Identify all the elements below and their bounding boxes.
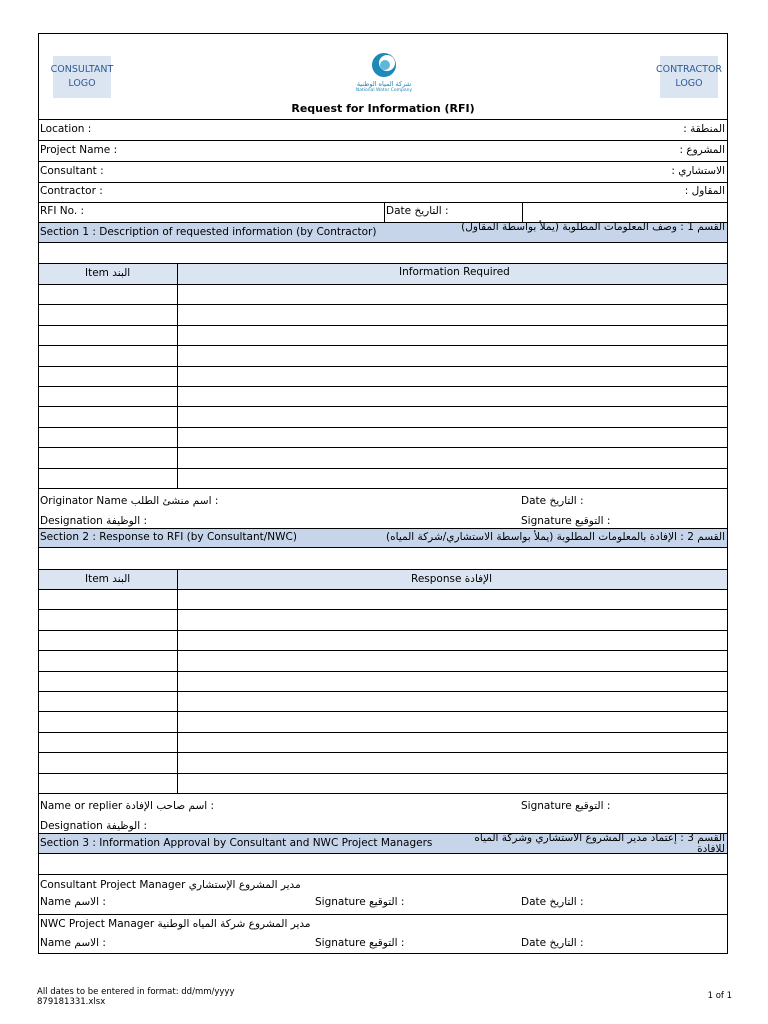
- originator-designation-row[interactable]: [39, 509, 727, 528]
- table-row[interactable]: [39, 406, 727, 426]
- project-row[interactable]: [39, 140, 727, 161]
- company-name-ar: شركة المياه الوطنية: [356, 80, 412, 88]
- section2-header: [39, 528, 727, 548]
- column-divider: [177, 569, 178, 794]
- name-label: Name الاسم :: [40, 937, 106, 949]
- contractor-label: Contractor :: [40, 185, 103, 197]
- rfi-number-label: RFI No. :: [40, 205, 85, 217]
- project-label: Project Name :: [40, 144, 118, 156]
- company-brand: [351, 52, 417, 98]
- consultant-label-ar: الاستشاري :: [671, 165, 725, 177]
- table-row[interactable]: [39, 691, 727, 711]
- signature-label: Signature التوقيع :: [315, 896, 405, 908]
- table-row[interactable]: [39, 630, 727, 650]
- signature-label: Signature التوقيع :: [521, 515, 611, 527]
- company-name-en: National Water Company: [355, 88, 413, 93]
- section2-table-header: [39, 569, 727, 589]
- replier-label: Name or replier اسم صاحب الإفادة :: [40, 800, 215, 812]
- contractor-logo: CONTRACTOR LOGO: [660, 56, 718, 98]
- item-column-header: Item البند: [85, 573, 131, 585]
- replier-signature-label: Signature التوقيع :: [521, 800, 611, 812]
- table-row[interactable]: [39, 609, 727, 629]
- water-drop-icon: [370, 52, 398, 78]
- originator-date-label: Date التاريخ :: [521, 495, 584, 507]
- section1-table-header: [39, 263, 727, 284]
- divider: [384, 203, 385, 223]
- location-label: Location :: [40, 123, 92, 135]
- section3-title: Section 3 : Information Approval by Consultant and NWC Project Managers: [40, 837, 433, 849]
- table-row[interactable]: [39, 773, 727, 793]
- table-row[interactable]: [39, 650, 727, 670]
- date-label: Date التاريخ :: [521, 937, 584, 949]
- response-column-header: Response الإفادة: [411, 573, 493, 585]
- footer-note: All dates to be entered in format: dd/mm/yyyy: [37, 987, 235, 997]
- table-row[interactable]: [39, 325, 727, 345]
- designation-label: Designation الوظيفة :: [40, 820, 148, 832]
- name-label: Name الاسم :: [40, 896, 106, 908]
- table-row[interactable]: [39, 427, 727, 447]
- consultant-pm-label: Consultant Project Manager مدير المشروع الإستشاري: [40, 879, 301, 891]
- rfi-number-row[interactable]: [39, 202, 727, 222]
- table-row[interactable]: [39, 447, 727, 467]
- replier-designation-row[interactable]: [39, 815, 727, 833]
- section2-title: Section 2 : Response to RFI (by Consultant/NWC): [40, 531, 297, 543]
- table-row[interactable]: [39, 752, 727, 772]
- date-label: Date التاريخ :: [386, 205, 449, 217]
- table-row[interactable]: [39, 284, 727, 304]
- form-title: Request for Information (RFI): [291, 102, 475, 115]
- table-row[interactable]: [39, 468, 727, 488]
- table-row[interactable]: [39, 732, 727, 752]
- table-row[interactable]: [39, 671, 727, 691]
- consultant-pm-sign-row[interactable]: [39, 894, 727, 914]
- section1-header: [39, 222, 727, 243]
- item-column-header: Item البند: [85, 267, 131, 279]
- section1-title: Section 1 : Description of requested information (by Contractor): [40, 226, 377, 238]
- section2-title-ar: القسم 2 : الإفادة بالمعلومات المطلوبة (يملأ بواسطة الاستشاري/شركة المياه): [386, 531, 725, 543]
- information-column-header: Information Required: [399, 266, 510, 278]
- nwc-pm-label: NWC Project Manager مدير المشروع شركة المياه الوطنية: [40, 918, 311, 930]
- column-divider: [177, 263, 178, 488]
- nwc-pm-sign-row[interactable]: [39, 934, 727, 953]
- signature-label: Signature التوقيع :: [315, 937, 405, 949]
- consultant-label: Consultant :: [40, 165, 104, 177]
- contractor-row[interactable]: [39, 182, 727, 202]
- project-label-ar: المشروع :: [679, 144, 725, 156]
- footer-filename: 879181331.xlsx: [37, 997, 106, 1007]
- location-row[interactable]: [39, 119, 727, 140]
- replier-row[interactable]: [39, 794, 727, 815]
- nwc-pm-row: [39, 914, 727, 934]
- table-row[interactable]: [39, 589, 727, 609]
- table-row[interactable]: [39, 386, 727, 406]
- table-row[interactable]: [39, 711, 727, 731]
- page-number: 1 of 1: [707, 991, 732, 1001]
- section3-header: [39, 833, 727, 854]
- consultant-logo: CONSULTANT LOGO: [53, 56, 111, 98]
- divider: [522, 203, 523, 223]
- rfi-form: [38, 33, 728, 954]
- consultant-row[interactable]: [39, 161, 727, 182]
- table-row[interactable]: [39, 304, 727, 324]
- location-label-ar: المنطقة :: [683, 123, 725, 135]
- originator-label: Originator Name اسم منشئ الطلب :: [40, 495, 219, 507]
- section1-title-ar: القسم 1 : وصف المعلومات المطلوبة (يملأ بواسطة المقاول): [461, 221, 725, 233]
- date-label: Date التاريخ :: [521, 896, 584, 908]
- table-row[interactable]: [39, 366, 727, 386]
- section3-title-ar: القسم 3 : إعتماد مدير المشروع الاستشاري وشركة المياه للافادة: [474, 832, 725, 855]
- table-row[interactable]: [39, 345, 727, 365]
- consultant-pm-row: [39, 874, 727, 894]
- designation-label: Designation الوظيفة :: [40, 515, 148, 527]
- contractor-label-ar: المقاول :: [684, 185, 725, 197]
- originator-row[interactable]: [39, 488, 727, 509]
